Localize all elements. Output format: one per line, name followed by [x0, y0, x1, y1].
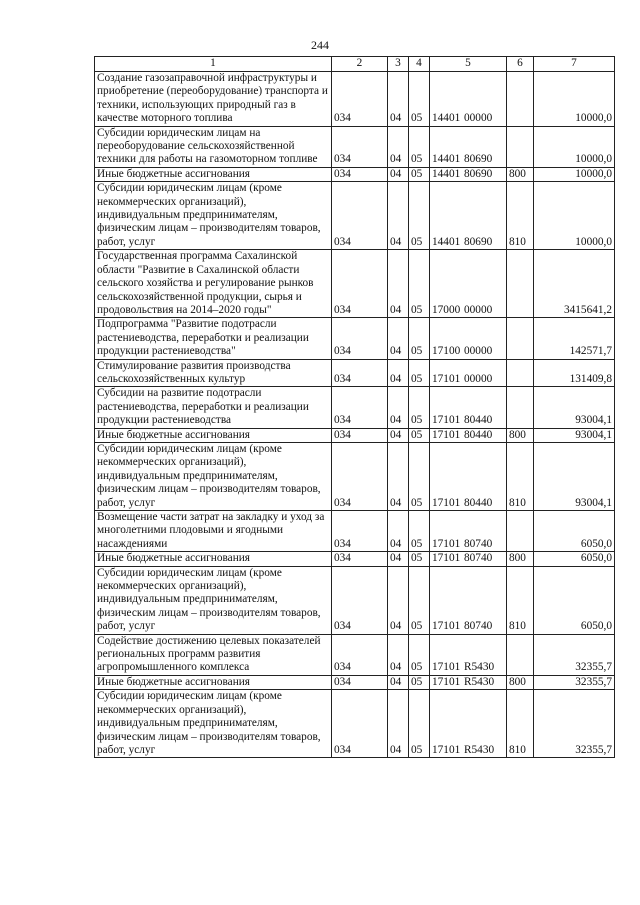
target-article-cell	[430, 511, 507, 552]
grbs-cell: 034	[332, 167, 388, 181]
amount-cell: 142571,7	[534, 318, 615, 359]
target-article-program: 17101	[432, 661, 461, 674]
grbs-cell: 034	[332, 72, 388, 127]
amount-cell: 6050,0	[534, 552, 615, 566]
column-header: 2	[332, 57, 388, 72]
table-row	[95, 387, 615, 428]
expense-type-cell: 800	[507, 675, 534, 689]
grbs-cell: 034	[332, 566, 388, 634]
target-article-program: 17101	[432, 428, 461, 441]
column-header: 4	[409, 57, 430, 72]
expense-type-cell	[507, 318, 534, 359]
table-row	[95, 72, 615, 127]
item-name-cell: Государственная программа Сахалинской области "Развитие в Сахалинской области сельского хозяйства и регулирование рынков сельскохозяйственной продукции, сырья и продовольствия на 2014–2020 годы"	[95, 250, 332, 318]
item-name-cell: Иные бюджетные ассигнования	[95, 428, 332, 442]
expense-type-cell	[507, 359, 534, 387]
section-cell: 04	[388, 634, 409, 675]
section-cell: 04	[388, 566, 409, 634]
subsection-cell: 05	[409, 387, 430, 428]
grbs-cell: 034	[332, 428, 388, 442]
section-cell: 04	[388, 182, 409, 250]
grbs-cell: 034	[332, 511, 388, 552]
amount-cell: 32355,7	[534, 675, 615, 689]
section-cell: 04	[388, 359, 409, 387]
target-article-cell	[430, 566, 507, 634]
target-article-cell	[430, 690, 507, 758]
amount-cell: 32355,7	[534, 690, 615, 758]
target-article-direction: 80440	[464, 414, 493, 427]
table-row	[95, 690, 615, 758]
target-article-cell	[430, 675, 507, 689]
subsection-cell: 05	[409, 566, 430, 634]
target-article-direction: R5430	[464, 661, 495, 674]
grbs-cell: 034	[332, 126, 388, 167]
target-article-program: 17101	[432, 537, 461, 550]
grbs-cell: 034	[332, 690, 388, 758]
target-article-cell	[430, 552, 507, 566]
table-row	[95, 167, 615, 181]
amount-cell: 93004,1	[534, 428, 615, 442]
target-article-program: 17100	[432, 345, 461, 358]
subsection-cell: 05	[409, 126, 430, 167]
grbs-cell: 034	[332, 634, 388, 675]
table-row	[95, 634, 615, 675]
amount-cell: 10000,0	[534, 182, 615, 250]
subsection-cell: 05	[409, 428, 430, 442]
table-row	[95, 428, 615, 442]
subsection-cell: 05	[409, 552, 430, 566]
target-article-program: 17101	[432, 620, 461, 633]
grbs-cell: 034	[332, 318, 388, 359]
amount-cell: 6050,0	[534, 511, 615, 552]
item-name-cell: Субсидии юридическим лицам (кроме некоммерческих организаций), индивидуальным предпринимателям, физическим лицам – производителям товаров, работ, услуг	[95, 442, 332, 510]
table-row	[95, 552, 615, 566]
budget-table	[94, 56, 615, 758]
amount-cell: 10000,0	[534, 167, 615, 181]
section-cell: 04	[388, 318, 409, 359]
section-cell: 04	[388, 511, 409, 552]
target-article-direction: 80740	[464, 552, 493, 565]
target-article-program: 17000	[432, 303, 461, 316]
target-article-program: 17101	[432, 552, 461, 565]
item-name-cell: Субсидии юридическим лицам (кроме некоммерческих организаций), индивидуальным предпринимателям, физическим лицам – производителям товаров, работ, услуг	[95, 182, 332, 250]
item-name-cell: Иные бюджетные ассигнования	[95, 675, 332, 689]
grbs-cell: 034	[332, 442, 388, 510]
section-cell: 04	[388, 250, 409, 318]
amount-cell: 10000,0	[534, 126, 615, 167]
section-cell: 04	[388, 690, 409, 758]
column-header: 6	[507, 57, 534, 72]
amount-cell: 10000,0	[534, 72, 615, 127]
target-article-cell	[430, 167, 507, 181]
target-article-direction: 00000	[464, 303, 493, 316]
item-name-cell: Подпрограмма "Развитие подотрасли растениеводства, переработки и реализации продукции растениеводства"	[95, 318, 332, 359]
subsection-cell: 05	[409, 167, 430, 181]
expense-type-cell: 800	[507, 552, 534, 566]
target-article-program: 14401	[432, 112, 461, 125]
expense-type-cell	[507, 387, 534, 428]
subsection-cell: 05	[409, 318, 430, 359]
target-article-program: 17101	[432, 675, 461, 688]
section-cell: 04	[388, 167, 409, 181]
target-article-direction: 80690	[464, 235, 493, 248]
target-article-program: 17101	[432, 743, 461, 756]
item-name-cell: Возмещение части затрат на закладку и уход за многолетними плодовыми и ягодными насаждениями	[95, 511, 332, 552]
expense-type-cell: 800	[507, 167, 534, 181]
subsection-cell: 05	[409, 675, 430, 689]
amount-cell: 32355,7	[534, 634, 615, 675]
expense-type-cell	[507, 250, 534, 318]
target-article-direction: 80690	[464, 153, 493, 166]
subsection-cell: 05	[409, 690, 430, 758]
target-article-direction: 80440	[464, 496, 493, 509]
grbs-cell: 034	[332, 182, 388, 250]
item-name-cell: Субсидии юридическим лицам (кроме некоммерческих организаций), индивидуальным предпринимателям, физическим лицам – производителям товаров, работ, услуг	[95, 566, 332, 634]
target-article-program: 17101	[432, 414, 461, 427]
target-article-program: 14401	[432, 235, 461, 248]
target-article-cell	[430, 182, 507, 250]
target-article-program: 14401	[432, 153, 461, 166]
subsection-cell: 05	[409, 511, 430, 552]
expense-type-cell: 810	[507, 182, 534, 250]
target-article-cell	[430, 442, 507, 510]
header-row	[95, 57, 615, 72]
target-article-direction: R5430	[464, 743, 495, 756]
target-article-program: 17101	[432, 496, 461, 509]
table-row	[95, 318, 615, 359]
grbs-cell: 034	[332, 250, 388, 318]
target-article-cell	[430, 359, 507, 387]
item-name-cell: Иные бюджетные ассигнования	[95, 552, 332, 566]
section-cell: 04	[388, 72, 409, 127]
amount-cell: 3415641,2	[534, 250, 615, 318]
section-cell: 04	[388, 552, 409, 566]
section-cell: 04	[388, 442, 409, 510]
item-name-cell: Субсидии юридическим лицам (кроме некоммерческих организаций), индивидуальным предпринимателям, физическим лицам – производителям товаров, работ, услуг	[95, 690, 332, 758]
table-row	[95, 359, 615, 387]
target-article-cell	[430, 72, 507, 127]
subsection-cell: 05	[409, 72, 430, 127]
section-cell: 04	[388, 387, 409, 428]
expense-type-cell	[507, 72, 534, 127]
item-name-cell: Стимулирование развития производства сельскохозяйственных культур	[95, 359, 332, 387]
grbs-cell: 034	[332, 387, 388, 428]
expense-type-cell	[507, 126, 534, 167]
amount-cell: 131409,8	[534, 359, 615, 387]
page-number: 244	[311, 38, 329, 52]
expense-type-cell: 810	[507, 690, 534, 758]
amount-cell: 6050,0	[534, 566, 615, 634]
target-article-direction: 80690	[464, 167, 493, 180]
column-header: 5	[430, 57, 507, 72]
expense-type-cell: 800	[507, 428, 534, 442]
target-article-cell	[430, 126, 507, 167]
item-name-cell: Содействие достижению целевых показателей региональных программ развития агропромышленного комплекса	[95, 634, 332, 675]
target-article-cell	[430, 318, 507, 359]
target-article-cell	[430, 250, 507, 318]
subsection-cell: 05	[409, 634, 430, 675]
target-article-direction: 80440	[464, 428, 493, 441]
grbs-cell: 034	[332, 359, 388, 387]
grbs-cell: 034	[332, 675, 388, 689]
item-name-cell: Субсидии юридическим лицам на переоборудование сельскохозяйственной техники для работы на газомоторном топливе	[95, 126, 332, 167]
target-article-direction: 80740	[464, 620, 493, 633]
subsection-cell: 05	[409, 182, 430, 250]
amount-cell: 93004,1	[534, 387, 615, 428]
subsection-cell: 05	[409, 250, 430, 318]
column-header: 7	[534, 57, 615, 72]
table-row	[95, 511, 615, 552]
column-header: 3	[388, 57, 409, 72]
target-article-cell	[430, 387, 507, 428]
expense-type-cell	[507, 634, 534, 675]
expense-type-cell: 810	[507, 442, 534, 510]
table-row	[95, 675, 615, 689]
target-article-program: 14401	[432, 167, 461, 180]
item-name-cell: Субсидии на развитие подотрасли растениеводства, переработки и реализации продукции растениеводства	[95, 387, 332, 428]
section-cell: 04	[388, 675, 409, 689]
target-article-cell	[430, 428, 507, 442]
subsection-cell: 05	[409, 442, 430, 510]
target-article-direction: R5430	[464, 675, 495, 688]
expense-type-cell: 810	[507, 566, 534, 634]
target-article-direction: 00000	[464, 112, 493, 125]
section-cell: 04	[388, 428, 409, 442]
table-row	[95, 182, 615, 250]
table-row	[95, 566, 615, 634]
grbs-cell: 034	[332, 552, 388, 566]
target-article-cell	[430, 634, 507, 675]
table-row	[95, 442, 615, 510]
target-article-direction: 00000	[464, 372, 493, 385]
subsection-cell: 05	[409, 359, 430, 387]
expense-type-cell	[507, 511, 534, 552]
section-cell: 04	[388, 126, 409, 167]
table-row	[95, 250, 615, 318]
table-row	[95, 126, 615, 167]
column-header: 1	[95, 57, 332, 72]
item-name-cell: Иные бюджетные ассигнования	[95, 167, 332, 181]
target-article-direction: 00000	[464, 345, 493, 358]
amount-cell: 93004,1	[534, 442, 615, 510]
target-article-program: 17101	[432, 372, 461, 385]
target-article-direction: 80740	[464, 537, 493, 550]
item-name-cell: Создание газозаправочной инфраструктуры и приобретение (переоборудование) транспорта и техники, использующих природный газ в качестве моторного топлива	[95, 72, 332, 127]
